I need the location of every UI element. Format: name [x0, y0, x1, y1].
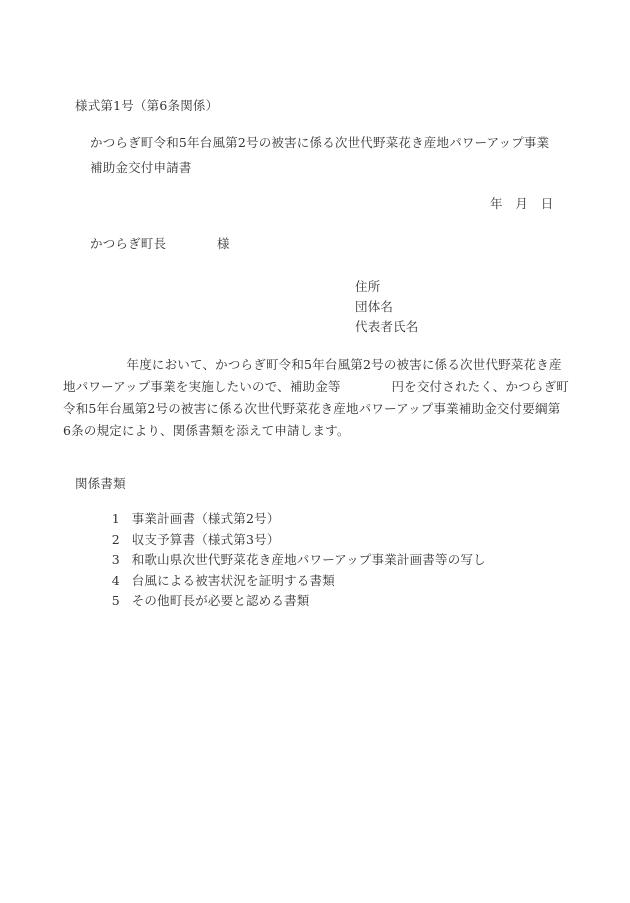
attachment-item-number: 1 — [111, 511, 120, 526]
attachment-item-label: 収支予算書（様式第3号） — [131, 532, 280, 547]
address-label: 住所 — [355, 279, 381, 294]
attachment-item-label: 事業計画書（様式第2号） — [131, 511, 280, 526]
attachment-item-row — [95, 578, 310, 623]
document-title-line1: かつらぎ町令和5年台風第2号の被害に係る次世代野菜花き産地パワーアップ事業 — [90, 135, 550, 150]
attachment-item-number: 5 — [111, 593, 120, 608]
body-paragraph-line-1: 年度において、かつらぎ町令和5年台風第2号の被害に係る次世代野菜花き産 — [63, 357, 562, 372]
attachment-item-label: その他町長が必要と認める書類 — [131, 593, 310, 608]
attachment-item-label: 台風による被害状況を証明する書類 — [131, 573, 335, 588]
document-title-line2: 補助金交付申請書 — [90, 160, 192, 175]
addressee-line: かつらぎ町長 様 — [90, 236, 230, 251]
attachments-heading: 関係書類 — [75, 476, 126, 491]
attachment-item-number: 2 — [111, 532, 120, 547]
attachment-item-label: 和歌山県次世代野菜花き産地パワーアップ事業計画書等の写し — [131, 552, 486, 567]
form-number: 様式第1号（第6条関係） — [75, 98, 219, 113]
body-paragraph-line-4: 6条の規定により、関係書類を添えて申請します。 — [63, 423, 350, 438]
representative-name-label: 代表者氏名 — [355, 319, 419, 334]
attachment-item-number: 3 — [111, 552, 120, 567]
body-paragraph-line-2: 地パワーアップ事業を実施したいので、補助金等 円を交付されたく、かつらぎ町 — [63, 379, 570, 394]
organization-name-label: 団体名 — [355, 299, 394, 314]
body-paragraph-line-3: 令和5年台風第2号の被害に係る次世代野菜花き産地パワーアップ事業補助金交付要綱第 — [63, 401, 561, 416]
attachment-item-number: 4 — [111, 573, 120, 588]
date-blank-line: 年 月 日 — [490, 196, 554, 211]
